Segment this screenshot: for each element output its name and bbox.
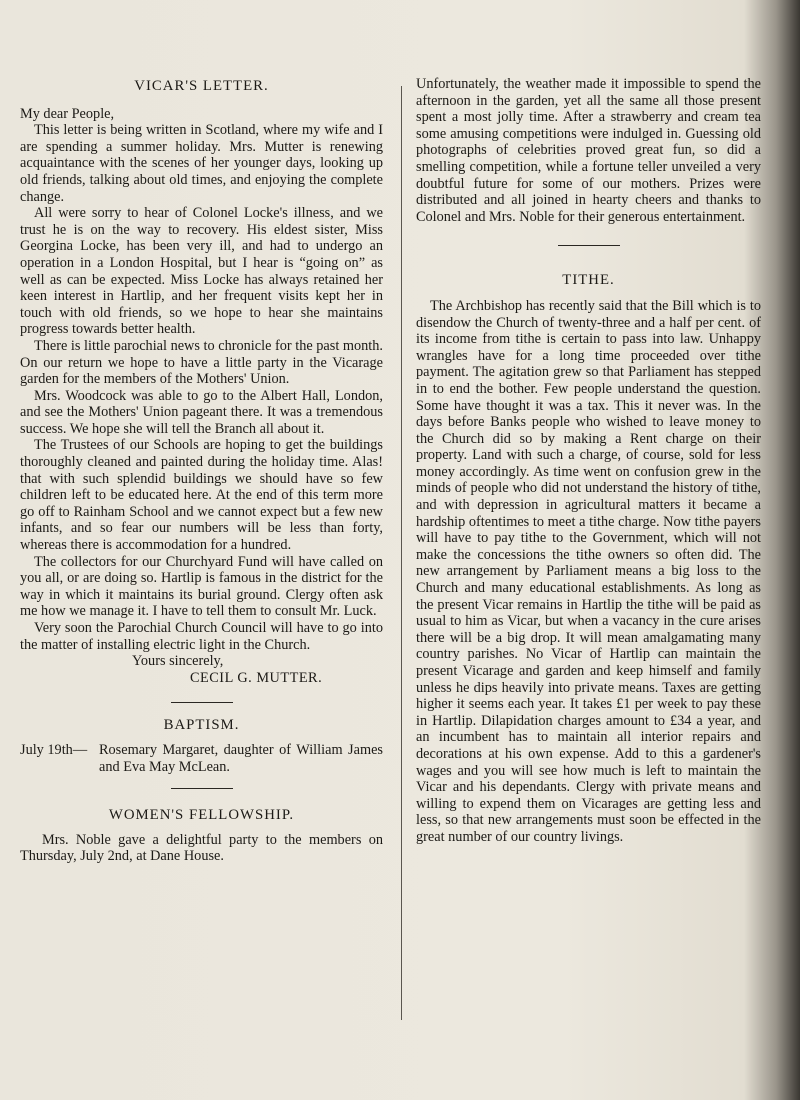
right-column — [416, 76, 761, 846]
fellowship-paragraph: Mrs. Noble gave a delightful party to the members on Thursday, July 2nd, at Dane House. — [20, 831, 383, 865]
vicars-letter-heading: VICAR'S LETTER. — [134, 78, 269, 94]
letter-salutation: My dear People, — [20, 105, 115, 122]
letter-paragraph: This letter is being written in Scotland, where my wife and I are spending a summer holiday. Mrs. Mutter is renewing acquaintance with the scenes of her younger days, looking up old friends, talking about old times, and enjoying the complete change. — [20, 122, 383, 205]
baptism-entry — [20, 742, 383, 775]
section-rule — [171, 702, 233, 703]
letter-paragraph: Mrs. Woodcock was able to go to the Albert Hall, London, and see the Mothers' Union pageant there. It was a tremendous success. We hope she will tell the Branch all about it. — [20, 387, 383, 437]
baptism-heading: BAPTISM. — [163, 717, 240, 734]
womens-fellowship-heading: WOMEN'S FELLOWSHIP. — [108, 807, 295, 824]
left-column — [20, 76, 383, 865]
letter-paragraph: There is little parochial news to chronicle for the past month. On our return we hope to have a little party in the Vicarage garden for the members of the Mothers' Union. — [20, 337, 383, 388]
letter-paragraph: All were sorry to hear of Colonel Locke's illness, and we trust he is on the way to recovery. His eldest sister, Miss Georgina Locke, has been very ill, and had to undergo an operation in a London Hospital, but I hear is “going on” as well as can be expected. Miss Locke has always retained her keen interest in Hartlip, and her frequent visits kept her in touch with old friends, so we hope to hear she maintains progress towards better health. — [20, 205, 383, 338]
tithe-paragraph: The Archbishop has recently said that the Bill which is to disendow the Church of twenty-three and a half per cent. of its income from tithe is certain to pass into law. Unhappy wrangles have for a long time proceeded over tithe payment. The agitation grew so that Parliament has stepped in to end the bother. Few people understand the question. Some have thought it was a tax. This it never was. In the days before Banks people who wished to leave money to the Church did so by making a Rent charge on their property. Land with such a charge, of course, sold for less money accordingly. As time went on confusion grew in the minds of people who did not understand the history of tithe, and with depression in agricultural matters it became a hardship oftentimes to meet a tithe charge. Now tithe payers will have to pay tithe to the Government, which will not make the concessions the tithe owners so often did. The new arrangement by Parliament means a big loss to the Church and many educational establishments. As long as the present Vicar remains in Hartlip the tithe will be paid as usual to him as Vicar, but when a vacancy in the cure arises there will be a big drop. It will mean amalgamating many country parishes. No Vicar of Hartlip can maintain the present Vicarage and garden and keep himself and family unless he dips heavily into private means. Taxes are getting higher it seems each year. It takes £1 per week to pay these in Hartlip. Dilapidation charges amount to £34 a year, and an incumbent has to maintain all interior repairs and decorations at his own expense. Add to this a gardener's wages and you will see how much is left to maintain the Vicar and his dependants. Clergy with private means and willing to expend them on Vicarages are getting less and less, so that new arrangements must soon be effected in the great number of our country livings. — [416, 297, 761, 845]
baptism-date: July 19th— — [20, 741, 88, 758]
tithe-heading: TITHE. — [562, 272, 615, 289]
fellowship-continued-paragraph: Unfortunately, the weather made it impossible to spend the afternoon in the garden, yet all the same all those present spent a most jolly time. After a strawberry and cream tea some amusing competitions were indulged in. Guessing old photographs of celebrities proved great fun, so did a smelling competition, while a fortune teller unveiled a very doubtful future for some of our mothers. Prizes were distributed and all joined in hearty cheers and thanks to Colonel and Mrs. Noble for their generous entertainment. — [416, 76, 761, 225]
column-divider — [401, 86, 402, 1020]
letter-signature: CECIL G. MUTTER. — [190, 669, 323, 686]
letter-paragraph: Very soon the Parochial Church Council will have to go into the matter of installing electric light in the Church. — [20, 620, 383, 653]
letter-paragraph: The Trustees of our Schools are hoping to get the buildings thoroughly cleaned and painted during the holiday time. Alas! that with such splendid buildings we should have so few children left to be educated here. At the end of this term more go off to Rainham School and we cannot expect but a few new infants, and so fear our numbers will be less than forty, whereas there is accommodation for a hundred. — [20, 437, 383, 554]
section-rule — [558, 245, 620, 246]
baptism-text: Rosemary Margaret, daughter of William James and Eva May McLean. — [99, 741, 383, 775]
section-rule — [171, 788, 233, 789]
letter-closing: Yours sincerely, — [132, 653, 224, 670]
letter-paragraph: The collectors for our Churchyard Fund will have called on you all, or are doing so. Hartlip is famous in the district for the way in which it maintains its burial ground. Clergy often ask me how we manage it. I have to tell them to consult Mr. Luck. — [20, 553, 383, 620]
